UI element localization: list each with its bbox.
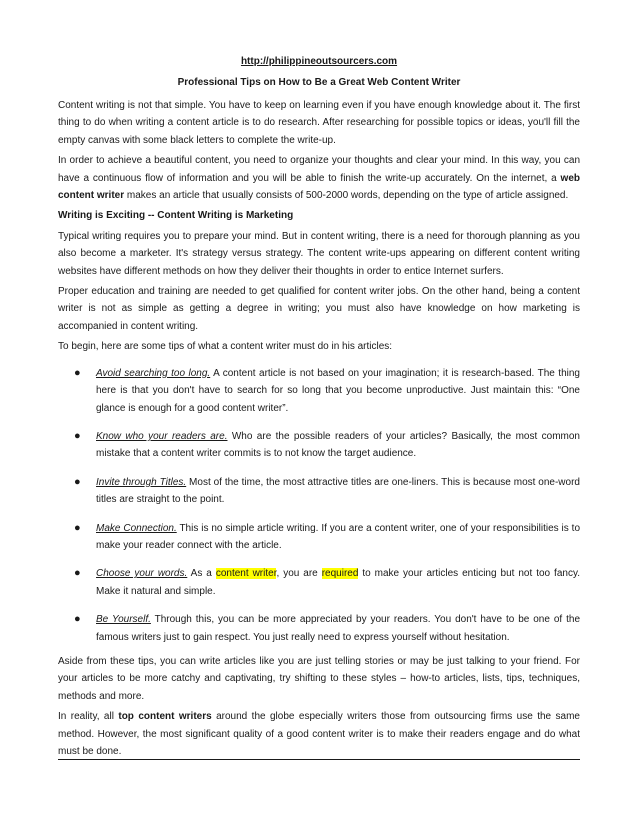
list-item [58, 474, 580, 509]
closing-paragraph-2 [58, 708, 580, 760]
tip-label: Avoid searching too long. [96, 367, 211, 379]
highlight-content-writer: content writer [215, 568, 277, 580]
section-heading: Writing is Exciting -- Content Writing is Marketing [58, 210, 294, 222]
tip-text: A content article is not based on your imagination; it is research-based. The thing here is that you don't have to search for so long that you become unproductive. Just maintain this: “One glance is enough for a good content writer”. [96, 367, 580, 414]
intro-p2-text-b: makes an article that usually consists of 500-2000 words, depending on the type of article assigned. [124, 190, 569, 202]
tip-label: Choose your words. [96, 568, 188, 580]
list-item [58, 428, 580, 463]
source-url-link[interactable]: http://philippineoutsourcers.com [240, 56, 398, 67]
section-paragraph-1: Typical writing requires you to prepare your mind. But in content writing, there is a need for thorough planning as you also become a marketer. It's strategy versus strategy. The content write-ups appearing on different content writing websites have different methods on how they deliver their thoughts in order to entice Internet surfers. [58, 230, 580, 277]
tip-text-a: As a [187, 568, 216, 580]
bullet-icon: ● [74, 613, 81, 626]
bullet-icon: ● [74, 521, 81, 534]
tip-text: Most of the time, the most attractive titles are one-liners. This is because most one-word titles are straight to the point. [96, 476, 580, 506]
bullet-icon: ● [74, 429, 81, 442]
intro-p2-bold: web content writer [58, 172, 580, 202]
section-paragraph-2: Proper education and training are needed to get qualified for content writer jobs. On the other hand, being a content writer is not as simple as getting a degree in writing; you must also have knowledge on how marketing is accompanied in content writing. [58, 286, 580, 332]
list-item [58, 611, 580, 646]
tip-label: Be Yourself. [96, 614, 151, 626]
list-item [58, 565, 580, 600]
intro-paragraph-1: Content writing is not that simple. You have to keep on learning even if you have enough knowledge about it. The first thing to do when writing a content article is to do research. After researching for possible topics or ideas, you'll fill the empty canvas with some black letters to complete the write-up. [58, 100, 580, 146]
tips-list [58, 365, 580, 646]
intro-paragraph-2 [58, 152, 580, 204]
tip-text-b: , you are [276, 568, 322, 580]
document-page [58, 56, 580, 763]
tip-text: Who are the possible readers of your articles? Basically, the most common mistake that a content writer commits is to not know the target audience. [96, 430, 580, 460]
tip-label: Know who your readers are. [96, 430, 228, 442]
closing-p2-text-b: around the globe especially writers those from outsourcing firms use the same method. However, the most significant quality of a good content writer is to make their readers engage and do what must be done. [58, 711, 580, 757]
footer-divider [58, 759, 580, 760]
tip-text: Through this, you can be more appreciated by your readers. You don't have to be one of the famous writers just to gain respect. You just really need to express yourself without hesitation. [96, 614, 581, 643]
closing-paragraph-1: Aside from these tips, you can write articles like you are just telling stories or may be just talking to your friend. For your articles to be more catchy and captivating, try shifting to these styles – how-to articles, lists, tips, techniques, methods and more. [58, 655, 580, 702]
list-item [58, 520, 580, 555]
bullet-icon: ● [74, 475, 81, 488]
document-title: Professional Tips on How to Be a Great Web Content Writer [177, 77, 461, 88]
list-item [58, 365, 580, 417]
tip-text-c: to make your articles enticing but not too fancy. Make it natural and simple. [96, 568, 580, 597]
intro-p2-text-a: In order to achieve a beautiful content, you need to organize your thoughts and clear your mind. In this way, you can have a continuous flow of information and you will be able to finish the write-up accurately. On the internet, a [58, 155, 580, 184]
closing-p2-text-a: In reality, all [58, 711, 119, 723]
tip-text: This is no simple article writing. If you are a content writer, one of your responsibilities is to make your reader connect with the article. [96, 522, 580, 551]
tip-label: Invite through Titles. [96, 476, 187, 488]
bullet-icon: ● [74, 567, 81, 580]
closing-p2-bold: top content writers [118, 711, 212, 723]
highlight-required: required [321, 568, 359, 580]
section-paragraph-3: To begin, here are some tips of what a content writer must do in his articles: [58, 341, 393, 353]
bullet-icon: ● [74, 366, 81, 379]
tip-label: Make Connection. [96, 522, 177, 534]
